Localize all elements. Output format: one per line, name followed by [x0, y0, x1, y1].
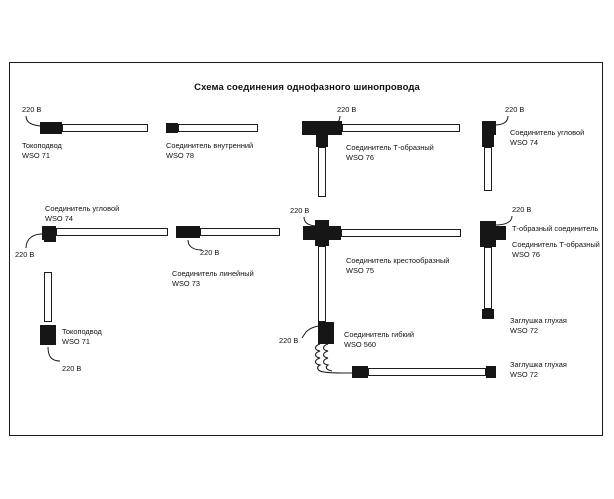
label-tokopodvod-1-name: Токоподвод — [22, 141, 62, 150]
busbar-vertical-center-lower — [318, 246, 326, 322]
label-t-obr-top-code: WSO 76 — [346, 153, 374, 162]
label-tokopodvod-1-code: WSO 71 — [22, 151, 50, 160]
diagram-title: Схема соединения однофазного шинопровода — [194, 82, 420, 93]
label-zaglushka-1-code: WSO 72 — [510, 326, 538, 335]
flex-connector-end — [352, 366, 368, 378]
power-feed-block-2 — [40, 325, 56, 345]
label-krest-name: Соединитель крестообразный — [346, 256, 450, 265]
label-ugl-left-code: WSO 74 — [45, 214, 73, 223]
end-cap-block-1 — [482, 309, 494, 319]
power-feed-block-1 — [40, 122, 62, 134]
busbar-top-2 — [178, 124, 258, 132]
busbar-vertical-top-mid — [318, 147, 326, 197]
lead-line-linear — [186, 238, 212, 254]
linear-connector-block — [176, 226, 200, 238]
busbar-mid-left — [56, 228, 168, 236]
t-connector-right-arm — [480, 226, 506, 240]
label-vnutrenniy-name: Соединитель внутренний — [166, 141, 254, 150]
label-zaglushka-1-name: Заглушка глухая — [510, 316, 567, 325]
label-t-obr-right-code: WSO 76 — [512, 250, 540, 259]
label-t-obr-right-name2: Соединитель Т-образный — [512, 240, 600, 249]
busbar-mid-left-2 — [200, 228, 280, 236]
label-zaglushka-2-code: WSO 72 — [510, 370, 538, 379]
label-gibkiy-code: WSO 560 — [344, 340, 377, 349]
busbar-vertical-top-right — [484, 147, 492, 191]
label-ugl-top-code: WSO 74 — [510, 138, 538, 147]
label-tokopodvod-2-name: Токоподвод — [62, 327, 102, 336]
flex-connector-head — [318, 322, 334, 344]
voltage-label-left: 220 В — [15, 250, 35, 259]
label-tokopodvod-2-code: WSO 71 — [62, 337, 90, 346]
end-cap-block-2 — [486, 366, 496, 378]
voltage-label-top-right: 220 В — [505, 105, 525, 114]
label-vnutrenniy-code: WSO 78 — [166, 151, 194, 160]
voltage-label-center: 220 В — [290, 206, 310, 215]
label-krest-code: WSO 75 — [346, 266, 374, 275]
label-ugl-top-name: Соединитель угловой — [510, 128, 585, 137]
label-lineyniy-code: WSO 73 — [172, 279, 200, 288]
corner-connector-left-stem — [44, 226, 56, 242]
busbar-center-right — [341, 229, 461, 237]
voltage-label-top-mid: 220 В — [337, 105, 357, 114]
voltage-label-top-left: 220 В — [22, 105, 42, 114]
voltage-label-bottom-mid: 220 В — [279, 336, 299, 345]
voltage-label-linear: 220 В — [200, 248, 220, 257]
cross-connector-vertical — [315, 220, 329, 246]
voltage-label-mid-right: 220 В — [512, 205, 532, 214]
busbar-top-3 — [342, 124, 460, 132]
corner-connector-top-right-v — [482, 121, 494, 147]
busbar-vertical-left — [44, 272, 52, 322]
label-zaglushka-2-name: Заглушка глухая — [510, 360, 567, 369]
internal-connector-block — [166, 123, 178, 133]
label-lineyniy-name: Соединитель линейный — [172, 269, 254, 278]
label-t-obr-top-name: Соединитель Т-образный — [346, 143, 434, 152]
busbar-bottom — [368, 368, 486, 376]
busbar-vertical-right — [484, 247, 492, 309]
label-t-obr-right-name1: Т-образный соединитель — [512, 224, 599, 233]
t-connector-top-body — [302, 121, 342, 135]
t-connector-top-stem — [316, 135, 328, 147]
label-ugl-left-name: Соединитель угловой — [45, 204, 120, 213]
label-gibkiy-name: Соединитель гибкий — [344, 330, 414, 339]
voltage-label-bottom-left: 220 В — [62, 364, 82, 373]
busbar-top-1 — [62, 124, 148, 132]
